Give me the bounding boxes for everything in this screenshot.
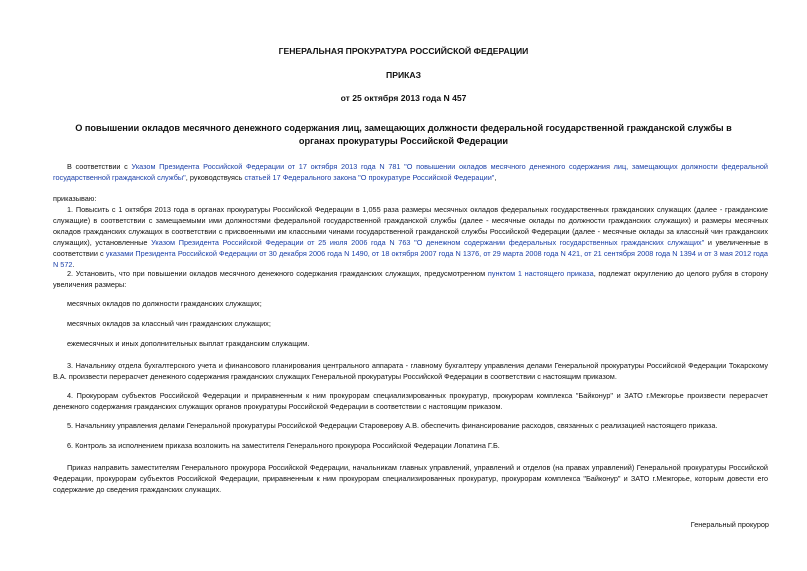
p1-text-2: и увеличенные в соответствии с <box>53 238 768 258</box>
doc-type-heading: ПРИКАЗ <box>386 70 421 80</box>
p1-text-1: 1. Повысить с 1 октября 2013 года в органах прокуратуры Российской Федерации в 1,055 раза размеры месячных окладов федеральных государственных гражданских служащих (далее - гражданские служащие) в соответствии с замещаемыми ими должностями федеральной государственной гражданской службы (далее - месячные оклады по должности гражданских служащих) и размеры месячных окладов гражданских служащих в соответствии с присвоенными им классными чинами государственной гражданской службы Российской Федерации (далее - месячные оклады за классный чин гражданских служащих), установленные <box>53 205 768 247</box>
p1-text-3: . <box>72 260 75 269</box>
preamble-paragraph <box>53 161 768 183</box>
point-1-link[interactable]: пунктом 1 настоящего приказа <box>487 269 594 278</box>
paragraph-1 <box>53 204 768 270</box>
presidential-decrees-link[interactable]: указами Президента Российской Федерации от 30 декабря 2006 года N 1490, от 18 октября 2007 года N 1376, от 29 марта 2008 года N 421, от 21 сентября 2008 года N 1394 и от 3 мая 2012 года N 572 <box>53 249 768 269</box>
law-article-17-link[interactable]: статьей 17 Федерального закона "О прокуратуре Российской Федерации" <box>244 173 495 182</box>
document-title: О повышении окладов месячного денежного содержания лиц, замещающих должности федеральной государственной гражданской службы в органах прокуратуры Российской Федерации <box>75 123 732 146</box>
p2-text-1: 2. Установить, что при повышении окладов месячного денежного содержания гражданских служащих, предусмотренном <box>67 269 488 278</box>
presidential-decree-781-link[interactable]: Указом Президента Российской Федерации от 17 октября 2013 года N 781 "О повышении окладов месячного денежного содержания лиц, замещающих должности федеральной государственной гражданской службы" <box>53 162 769 182</box>
order-word: приказываю: <box>53 194 97 203</box>
preamble-text-1: В соответствии с <box>67 162 132 171</box>
date-number-heading: от 25 октября 2013 года N 457 <box>340 93 467 103</box>
paragraph-7: Приказ направить заместителям Генерального прокурора Российской Федерации, начальникам главных управлений, управлений и отделов (на правах управлений) Генеральной прокуратуры Российской Федерации, прокурорам субъектов Российской Федерации, приравненным к ним прокурорам специализированных прокуратур, прокурорам комплекса "Байконур" и ЗАТО г.Межгорье, которым довести его содержание до сведения гражданских служащих. <box>53 463 768 494</box>
signature-title: Генеральный прокурор <box>690 520 769 529</box>
paragraph-2 <box>53 268 768 290</box>
paragraph-3: 3. Начальнику отдела бухгалтерского учета и финансового планирования центрального аппарата - главному бухгалтеру управления делами Генеральной прокуратуры Российской Федерации Токарскому В.А. произвести перерасчет денежного содержания гражданских служащих Генеральной прокуратуры Российской Федерации в соответствии с настоящим приказом. <box>53 361 768 381</box>
org-heading: ГЕНЕРАЛЬНАЯ ПРОКУРАТУРА РОССИЙСКОЙ ФЕДЕРАЦИИ <box>278 46 529 56</box>
preamble-text-2: , руководствуясь <box>185 173 245 182</box>
p2-text-2: , подлежат округлению до целого рубля в сторону увеличения размеры: <box>53 269 768 289</box>
paragraph-6: 6. Контроль за исполнением приказа возложить на заместителя Генерального прокурора Российской Федерации Лопатина Г.Б. <box>67 441 500 450</box>
preamble-text-3: , <box>494 173 497 182</box>
paragraph-5: 5. Начальнику управления делами Генеральной прокуратуры Российской Федерации Староверову А.В. обеспечить финансирование расходов, связанных с реализацией настоящего приказа. <box>67 421 718 430</box>
list-item: месячных окладов по должности гражданских служащих; <box>67 299 262 308</box>
paragraph-4: 4. Прокурорам субъектов Российской Федерации и приравненным к ним прокурорам специализированных прокуратур, прокурорам комплекса "Байконур" и ЗАТО г.Межгорье произвести перерасчет денежного содержания гражданских служащих органов прокуратуры Российской Федерации в соответствии с настоящим приказом. <box>53 391 768 411</box>
presidential-decree-763-link[interactable]: Указом Президента Российской Федерации от 25 июля 2006 года N 763 "О денежном содержании федеральных государственных гражданских служащих" <box>151 238 705 247</box>
list-item: месячных окладов за классный чин гражданских служащих; <box>67 319 271 328</box>
list-item: ежемесячных и иных дополнительных выплат гражданским служащим. <box>67 339 310 348</box>
